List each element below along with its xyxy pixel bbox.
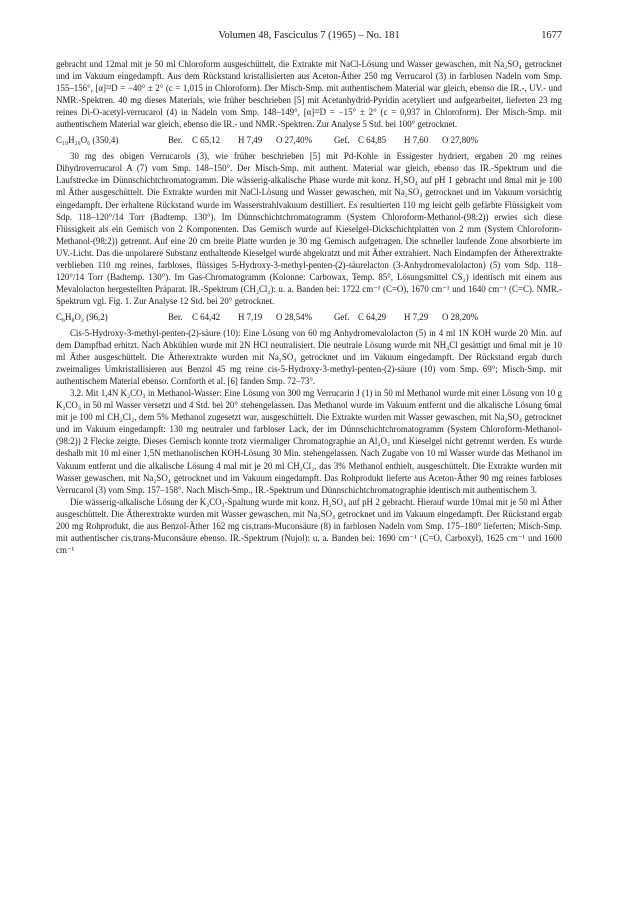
analysis-found-o: O 28,20% xyxy=(442,311,478,322)
analysis-calc-o: O 28,54% xyxy=(276,311,312,322)
analysis-calc-c: C 65,12 xyxy=(192,135,221,146)
journal-citation: Volumen 48, Fasciculus 7 (1965) – No. 181 xyxy=(218,30,400,41)
analysis-found-h: H 7,60 xyxy=(404,135,429,146)
analysis-found-c: C 64,29 xyxy=(358,311,387,322)
analysis-calc-label: Ber. xyxy=(168,311,183,322)
analysis-calc-h: H 7,19 xyxy=(238,311,263,322)
page-number: 1677 xyxy=(541,30,562,41)
paragraph-verrucarol: gebracht und 12mal mit je 50 ml Chloroform ausgeschüttelt, die Extrakte mit NaCl-Lösung und Wasser gewaschen, mit Na₂SO₄ getrocknet und im Vakuum eingedampft. Aus dem Rückstand kristallisierten aus Aceton-Äther 250 mg Verrucarol (3) in farblosen Nadeln vom Smp. 155–156°, [α]²²D = −40° ± 2° (c = 1,015 in Chloroform). Der Misch-Smp. mit authentischem Material war gleich, ebenso die IR.-, UV.- und NMR.-Spektren. 40 mg dieses Materials, wie früher beschrieben [5] mit Acetanhydrid-Pyridin acetyliert und aufgearbeitet, lieferten 23 mg reines Di-O-acetyl-verrucarol (4) in Nadeln vom Smp. 148–149°, [α]²²D = −15° ± 2° (c = 0,937 in Chloroform). Der Misch-Smp. mit authentischem Material war gleich, ebenso die IR.- und NMR.-Spektren. Zur Analyse 5 Std. bei 100° getrocknet. xyxy=(56,59,562,130)
analysis-formula: C₁₉H₂₆O₆ (350,4) xyxy=(56,135,119,146)
analysis-found-label: Gef. xyxy=(334,311,350,322)
analysis-calc-label: Ber. xyxy=(168,135,183,146)
paragraph-k2co3-cleavage: 3.2. Mit 1,4N K₂CO₃ in Methanol-Wasser: Eine Lösung von 300 mg Verrucarin J (1) in 50 ml Methanol wurde mit einer Lösung von 10 g K₂CO₃ in 50 ml Wasser versetzt und 4 Std. bei 20° stehengelassen. Das Methanol wurde im Vakuum entfernt und die alkalische Lösung 6mal mit je 100 ml CH₂Cl₂, dem 5% Methanol zugesetzt war, ausgeschüttelt. Die Extrakte wurden mit Wasser gewaschen, mit Na₂SO₄ getrocknet und im Vakuum eingedampft: 130 mg neutraler und farbloser Lack, der im Dünnschichtchromatogramm (System Chloroform-Methanol-(98:2)) 2 Flecke zeigte. Dieses Gemisch konnte trotz viermaliger Chromatographie an Al₂O₃ und Kieselgel nicht getrennt werden. Es wurde deshalb mit 10 ml einer 1,5N methanolischen KOH-Lösung 30 Min. stehengelassen. Nach Zugabe von 10 ml Wasser wurde das Methanol im Vakuum entfernt und die alkalische Lösung 4 mal mit je 20 ml CH₂Cl₂, das 3% Methanol enthielt, ausgeschüttelt. Die Extrakte wurden mit Wasser gewaschen, mit Na₂SO₄ getrocknet und im Vakuum eingedampft. Das Rohprodukt lieferte aus Aceton-Äther 90 mg reines farbloses Verrucarol (3) vom Smp. 157–158°. Nach Misch-Smp., IR.-Spektrum und Dünnschichtchromatographie identisch mit authentischem 3. xyxy=(56,388,562,495)
paragraph-hydrogenation: 30 mg des obigen Verrucarols (3), wie früher beschrieben [5] mit Pd-Kohle in Essigester hydriert, ergaben 20 mg reines Dihydroverrucarol A (7) vom Smp. 148–150°. Der Misch-Smp. mit authent. Material war gleich, ebenso das IR.-Spektrum und die Laufstrecke im Dünnschichtchromatogramm. Die wässerig-alkalische Phase wurde mit konz. H₂SO₄ auf pH 1 gebracht und 8mal mit je 100 ml Äther ausgeschüttelt. Die Extrakte wurden mit NaCl-Lösung und Wasser gewaschen, mit Na₂SO₄ getrocknet und im Vakuum vorsichtig eingedampft. Der erhaltene Rückstand wurde im Wasserstrahlvakuum destilliert. Es resultierten 110 mg leicht gelb gefärbte Flüssigkeit vom Sdp. 118–120°/14 Torr (Badtemp. 130°). Im Dünnschichtchromatogramm (System Chloroform-Methanol-(98:2)) erwies sich diese Flüssigkeit als ein Gemisch von 2 Komponenten. Das Gemisch wurde auf Kieselgel-Dickschichtplatten von 2 mm (System Chloroform-Methanol-(98:2)) getrennt. Auf eine 20 cm breite Platte wurden je 30 mg Gemisch aufgetragen. Die schneller laufende Zone absorbierte im UV.-Licht. Das die unpolarere Substanz enthaltende Kieselgel wurde abgekratzt und mit Äther extrahiert. Nach Eindampfen der Ätherextrakte verblieben 110 mg reines, farbloses, flüssiges 5-Hydroxy-3-methyl-penten-(2)-säurelacton (3-Anhydromevalolacton) (5) vom Sdp. 118–120°/14 Torr (Badtemp. 130°). Im Gas-Chromatogramm (Kolonne: Carbowax, Temp. 85°, Lösungsmittel CS₂) identisch mit einem aus Mevalolacton hergestellten Präparat. IR.-Spektrum (CH₂Cl₂): u. a. Banden bei: 1722 cm⁻¹ (C=O), 1670 cm⁻¹ und 1640 cm⁻¹ (C=C). NMR.-Spektrum vgl. Fig. 1. Zur Analyse 12 Std. bei 20° getrocknet. xyxy=(56,151,562,306)
running-header xyxy=(56,30,562,44)
analysis-calc-c: C 64,42 xyxy=(192,311,221,322)
analysis-found-label: Gef. xyxy=(334,135,350,146)
analysis-found-c: C 64,85 xyxy=(358,135,387,146)
analysis-calc-o: O 27,40% xyxy=(276,135,312,146)
analysis-found-h: H 7,29 xyxy=(404,311,429,322)
elemental-analysis-1 xyxy=(56,134,562,146)
analysis-calc-h: H 7,49 xyxy=(238,135,263,146)
paragraph-muconic-acid: Die wässerig-alkalische Lösung der K₂CO₃-Spaltung wurde mit konz. H₂SO₄ auf pH 2 gebracht. Hierauf wurde 10mal mit je 50 ml Äther ausgeschüttelt. Die Ätherextrakte wurden mit Wasser gewaschen, mit Na₂SO₄ getrocknet und im Vakuum eingedampft. Der Rückstand ergab 200 mg Rohprodukt, die aus Benzol-Äther 162 mg cis,trans-Muconsäure (8) in farblosen Nadeln vom Smp. 175–180° lieferten; Misch-Smp. mit authentischer cis,trans-Muconsäure ebenso. IR.-Spektrum (Nujol): u. a. Banden bei: 1690 cm⁻¹ (C=O, Carboxyl), 1625 cm⁻¹ und 1600 cm⁻¹ xyxy=(56,496,562,555)
analysis-formula: C₆H₈O₂ (96,2) xyxy=(56,311,108,322)
analysis-found-o: O 27,80% xyxy=(442,135,478,146)
paragraph-cis-hydroxy-acid: Cis-5-Hydroxy-3-methyl-penten-(2)-säure (10): Eine Lösung von 60 mg Anhydromevalolacton (5) in 4 ml 1N KOH wurde 20 Min. auf dem Dampfbad erhitzt. Nach Abkühlen wurde mit 2N HCl neutralisiert. Die neutrale Lösung wurde mit NH₄Cl gesättigt und 6mal mit je 10 ml Äther ausgeschüttelt. Die Ätherextrakte wurden mit Na₂SO₄ getrocknet und im Vakuum eingedampft. Der Rückstand ergab durch zweimaliges Umkristallisieren aus Benzol 45 mg reine cis-5-Hydroxy-3-methyl-penten-(2)-säure (10) vom Smp. 69°; Misch-Smp. mit authentischem Material ebenso. Cornforth et al. [6] fanden Smp. 72–73°. xyxy=(56,327,562,387)
elemental-analysis-2 xyxy=(56,311,562,323)
body-text xyxy=(56,58,562,556)
